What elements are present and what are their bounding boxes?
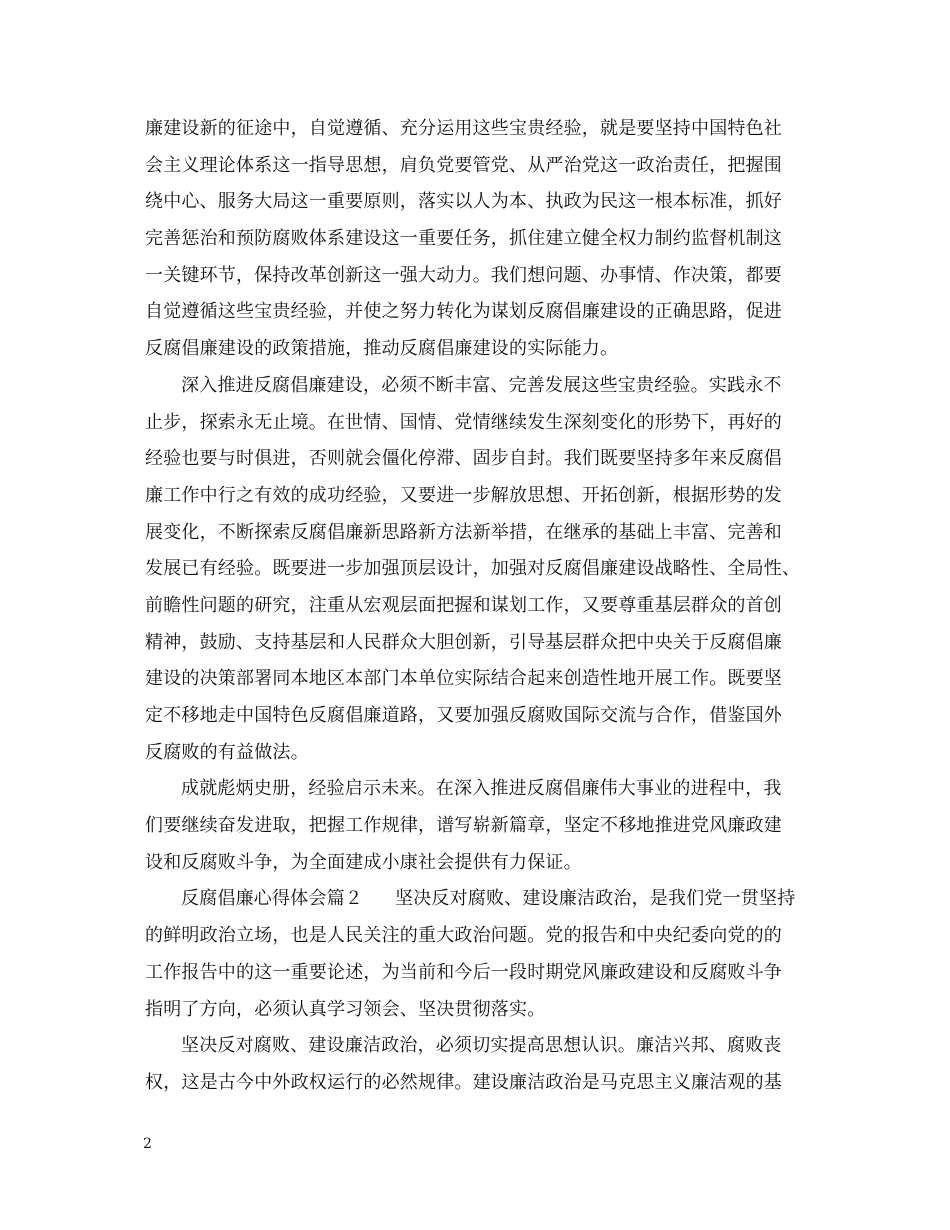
- section-opening-text: 坚决反对腐败、建设廉洁政治，是我们党一贯坚持: [395, 888, 796, 910]
- text-line: 建设的决策部署同本地区本部门本单位实际结合起来创造性地开展工作。既要坚: [145, 668, 782, 690]
- text-line: 发展已有经验。既要进一步加强顶层设计，加强对反腐倡廉建设战略性、全局性、: [145, 558, 801, 580]
- text-line: 展变化，不断探索反腐倡廉新思路新方法新举措，在继承的基础上丰富、完善和: [145, 521, 782, 543]
- text-line: 指明了方向，必须认真学习领会、坚决贯彻落实。: [145, 998, 546, 1020]
- body-text: [145, 111, 823, 1102]
- text-line: 一关键环节，保持改革创新这一强大动力。我们想问题、办事情、作决策，都要: [145, 264, 782, 286]
- text-line: 经验也要与时俱进，否则就会僵化停滞、固步自封。我们既要坚持多年来反腐倡: [145, 448, 782, 470]
- text-line: 完善惩治和预防腐败体系建设这一重要任务，抓住建立健全权力制约监督机制这: [145, 228, 782, 250]
- text-line: 权，这是古今中外政权运行的必然规律。建设廉洁政治是马克思主义廉洁观的基: [145, 1071, 782, 1093]
- text-line: 前瞻性问题的研究，注重从宏观层面把握和谋划工作，又要尊重基层群众的首创: [145, 594, 782, 616]
- text-line: 工作报告中的这一重要论述，为当前和今后一段时期党风廉政建设和反腐败斗争: [145, 961, 782, 983]
- text-line: 反腐倡廉建设的政策措施，推动反腐倡廉建设的实际能力。: [145, 338, 619, 360]
- paragraph-first-line: 深入推进反腐倡廉建设，必须不断丰富、完善发展这些宝贵经验。实践永不: [181, 374, 782, 396]
- text-line: 精神，鼓励、支持基层和人民群众大胆创新，引导基层群众把中央关于反腐倡廉: [145, 631, 782, 653]
- text-line: 设和反腐败斗争，为全面建成小康社会提供有力保证。: [145, 851, 582, 873]
- section-heading: 反腐倡廉心得体会篇２: [181, 888, 363, 910]
- page-number: 2: [143, 1136, 152, 1152]
- text-line: 的鲜明政治立场，也是人民关注的重大政治问题。党的报告和中央纪委向党的的: [145, 925, 782, 947]
- text-line: 廉工作中行之有效的成功经验，又要进一步解放思想、开拓创新，根据形势的发: [145, 484, 782, 506]
- paragraph-first-line: 成就彪炳史册，经验启示未来。在深入推进反腐倡廉伟大事业的进程中，我: [181, 778, 782, 800]
- text-line: 们要继续奋发进取，把握工作规律，谱写崭新篇章，坚定不移地推进党风廉政建: [145, 815, 782, 837]
- text-line: 定不移地走中国特色反腐倡廉道路，又要加强反腐败国际交流与合作，借鉴国外: [145, 705, 782, 726]
- text-line: 绕中心、服务大局这一重要原则，落实以人为本、执政为民这一根本标准，抓好: [145, 191, 782, 213]
- text-line: 会主义理论体系这一指导思想，肩负党要管党、从严治党这一政治责任，把握围: [145, 154, 782, 176]
- section-heading-line: [145, 881, 823, 918]
- text-line: 廉建设新的征途中，自觉遵循、充分运用这些宝贵经验，就是要坚持中国特色社: [145, 118, 782, 139]
- text-line: 止步，探索永无止境。在世情、国情、党情继续发生深刻变化的形势下，再好的: [145, 411, 782, 433]
- paragraph-first-line: 坚决反对腐败、建设廉洁政治，必须切实提高思想认识。廉洁兴邦、腐败丧: [181, 1035, 782, 1057]
- text-line: 反腐败的有益做法。: [145, 741, 309, 763]
- text-line: 自觉遵循这些宝贵经验，并使之努力转化为谋划反腐倡廉建设的正确思路，促进: [145, 301, 782, 323]
